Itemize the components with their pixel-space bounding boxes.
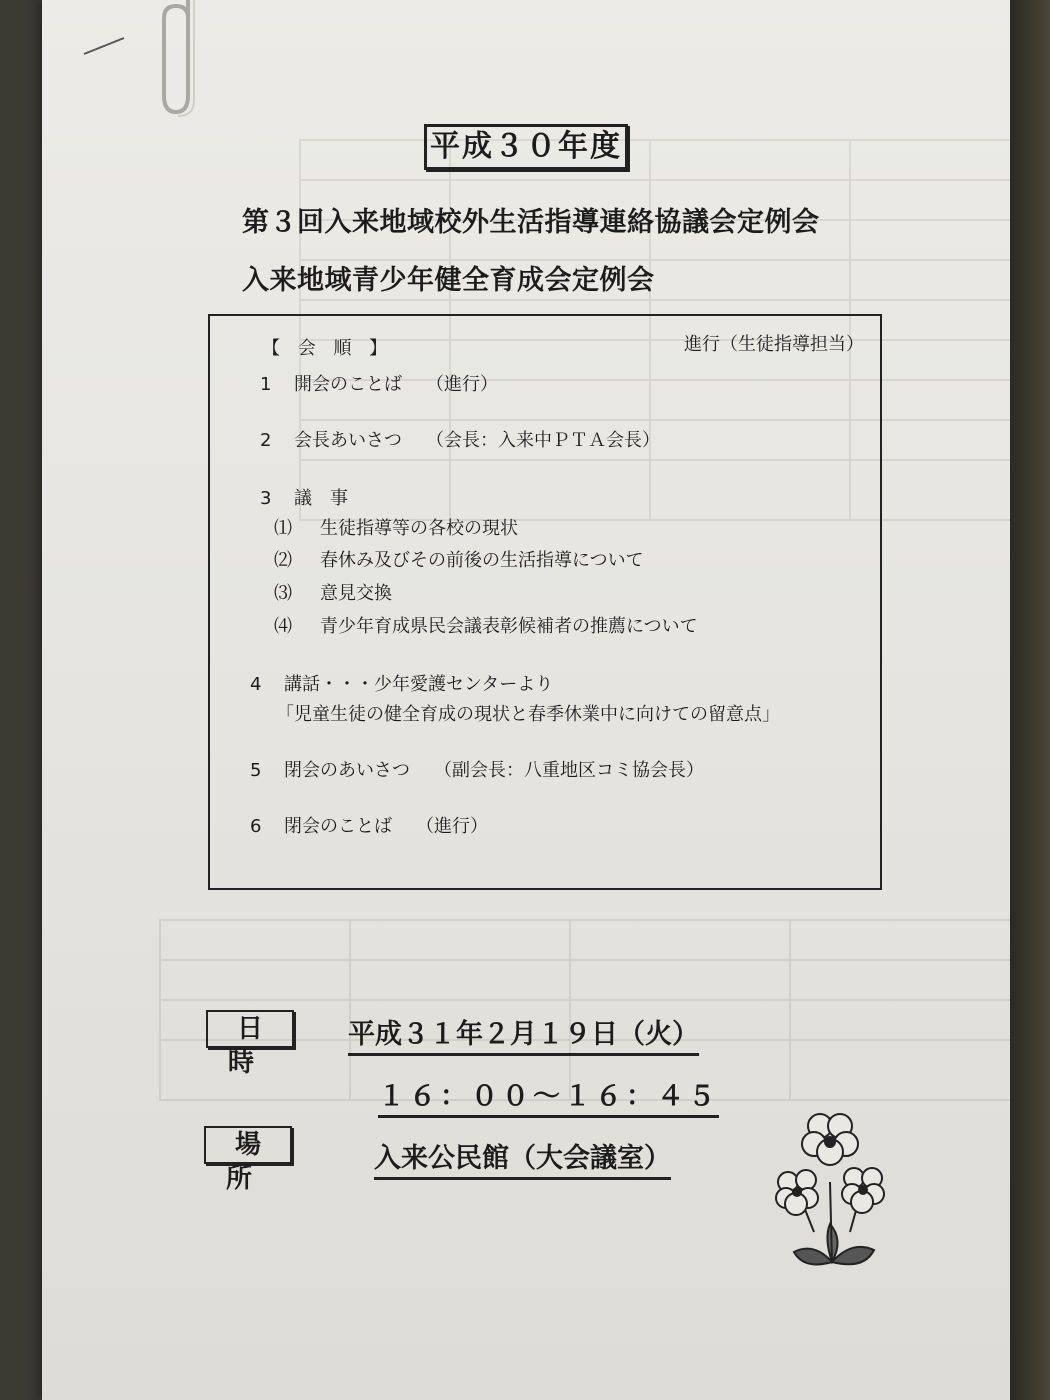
meeting-date: 平成３１年２月１９日（火） [348,1012,699,1056]
agenda-item-note: （進行） [416,816,488,837]
agenda-item-number: 6 [250,816,262,837]
agenda-item-number: 1 [260,374,272,395]
sub-item-number: ⑵ [274,550,292,571]
agenda-heading: 【 会 順 】 [262,338,394,359]
agenda-item-number: 2 [260,430,272,451]
meeting-title-1: 第３回入来地域校外生活指導連絡協議会定例会 [242,207,820,238]
agenda-item-text: 議 事 [294,488,348,509]
desk-edge [1010,0,1050,1400]
sub-item [274,612,698,638]
place-label: 場所 [204,1126,292,1164]
agenda-item-note: （会長：入来中ＰＴＡ会長） [426,430,660,451]
fiscal-year-title: 平成３０年度 [424,124,628,170]
agenda-item-text: 開会のことば [294,374,402,395]
agenda-item [250,756,704,782]
agenda-box [208,314,882,890]
lecture-title: 「児童生徒の健全育成の現状と春季休業中に向けての留意点」 [276,704,780,725]
date-label: 日時 [206,1010,294,1048]
paperclip-icon [158,0,208,118]
meeting-time: １６：００～１６：４５ [378,1074,719,1118]
sub-item-number: ⑷ [274,616,292,637]
meeting-place: 入来公民館（大会議室） [374,1136,671,1180]
pen-mark [82,34,128,56]
agenda-item-number: 3 [260,488,272,509]
agenda-item-note: （副会長：八重地区コミ協会長） [434,760,704,781]
agenda-item [260,370,498,396]
agenda-item-text: 閉会のことば [284,816,392,837]
agenda-item-text: 閉会のあいさつ [284,760,410,781]
sub-item [274,546,644,572]
agenda-item-text: 会長あいさつ [294,430,402,451]
agenda-item-text: 講話・・・少年愛護センターより [284,674,554,695]
agenda-moderator: 進行（生徒指導担当） [684,334,864,355]
sub-item [274,579,392,605]
sub-item-text: 生徒指導等の各校の現状 [320,518,518,539]
sub-item [274,514,518,540]
agenda-item [250,812,488,838]
agenda-item [260,426,660,452]
agenda-item-number: 5 [250,760,262,781]
sub-item-number: ⑶ [274,583,292,604]
sub-item-text: 意見交換 [320,583,392,604]
sub-item-text: 春休み及びその前後の生活指導について [320,550,644,571]
sub-item-text: 青少年育成県民会議表彰候補者の推薦について [320,616,698,637]
pansy-flower-icon [774,1112,890,1276]
agenda-item-number: 4 [250,674,262,695]
agenda-item-note: （進行） [426,374,498,395]
agenda-item [260,484,348,510]
meeting-title-2: 入来地域青少年健全育成会定例会 [242,265,655,296]
sub-item-number: ⑴ [274,518,292,539]
agenda-item [250,670,553,696]
